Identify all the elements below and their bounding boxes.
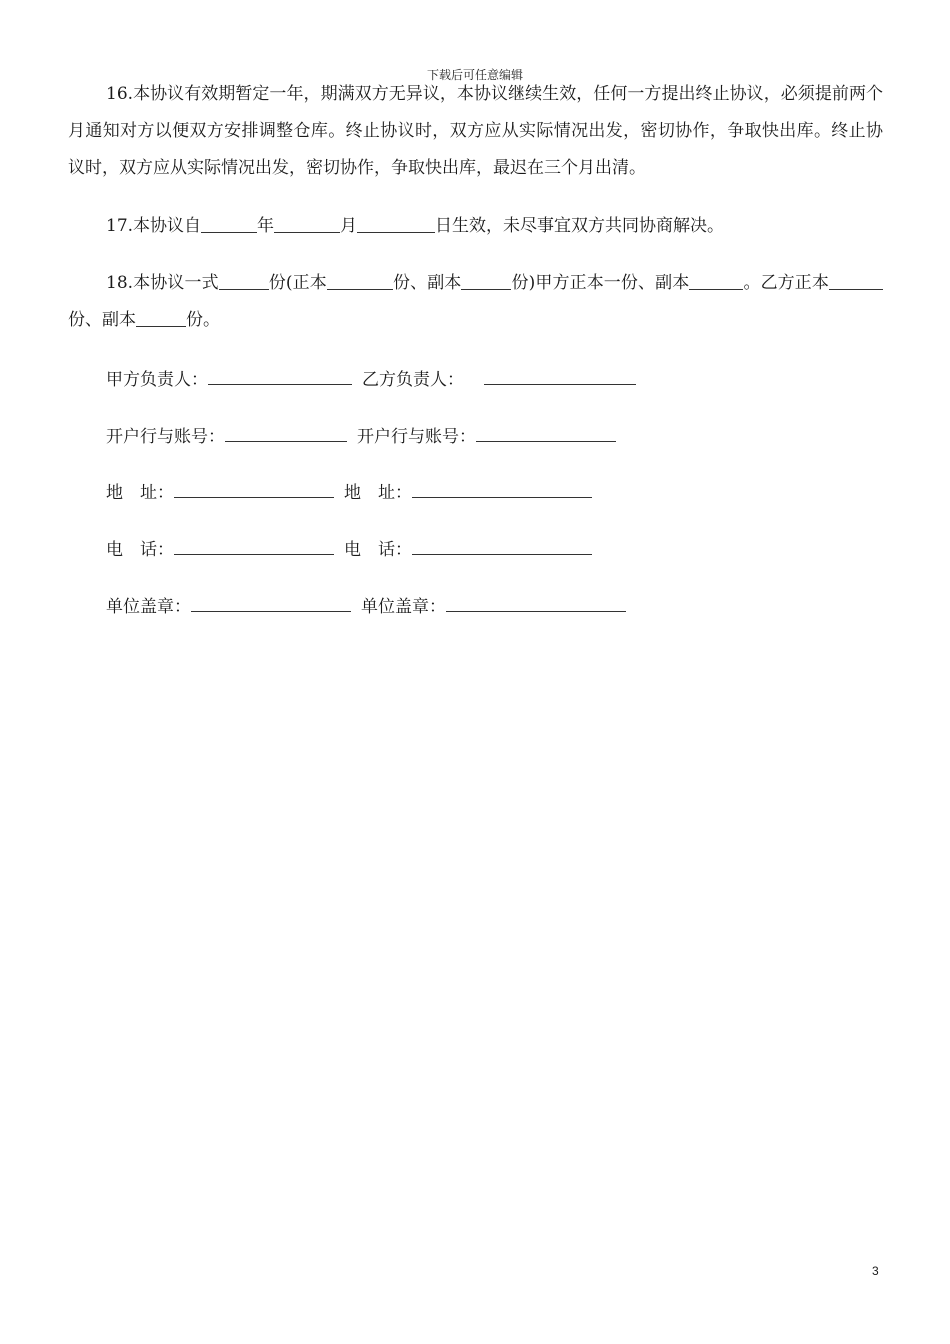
clause-17-text-1: 17.本协议自 [106, 216, 202, 236]
header-note: 下载后可任意编辑 [426, 68, 523, 82]
party-a-responsible-field[interactable] [208, 364, 352, 385]
party-b-address-label: 地 址： [344, 483, 412, 503]
clause-18-text-2: 份(正本 [268, 273, 327, 293]
clause-18-text-3: 份、副本 [392, 273, 462, 293]
clause-17-text-3: 月 [340, 216, 358, 236]
signature-row-seal [106, 591, 626, 619]
party-a-seal-field[interactable] [191, 591, 351, 612]
clause-17-text-2: 年 [257, 216, 275, 236]
party-a-bank-label: 开户行与账号： [106, 427, 225, 447]
clause-16: 16.本协议有效期暂定一年，期满双方无异议，本协议继续生效，任何一方提出终止协议，必须提前两个月通知对方以便双方安排调整仓库。终止协议时，双方应从实际情况出发，密切协作，争取快出库。终止协议时，双方应从实际情况出发，密切协作，争取快出库，最迟在三个月出清。 [68, 84, 883, 178]
party-a-seal-label: 单位盖章： [106, 597, 191, 617]
clause-17 [68, 208, 883, 245]
party-b-bank-label: 开户行与账号： [357, 427, 476, 447]
party-a-duplicates-blank[interactable] [689, 271, 743, 290]
party-a-phone-field[interactable] [174, 534, 334, 555]
originals-blank[interactable] [327, 271, 393, 290]
day-blank[interactable] [357, 214, 435, 233]
party-a-address-label: 地 址： [106, 483, 174, 503]
party-a-responsible-label: 甲方负责人： [106, 370, 208, 390]
clause-18-text-4: 份)甲方正本一份、副本 [511, 273, 690, 293]
party-b-phone-label: 电 话： [344, 540, 412, 560]
signature-row-address [106, 477, 592, 505]
copies-total-blank[interactable] [219, 271, 269, 290]
clause-18-text-6: 份、副本 [68, 310, 136, 330]
party-b-bank-field[interactable] [476, 421, 616, 442]
party-b-originals-blank[interactable] [829, 271, 883, 290]
clause-18 [68, 265, 883, 339]
page-number: 3 [872, 1264, 879, 1278]
party-b-duplicates-blank[interactable] [136, 308, 186, 327]
clause-18-text-7: 份。 [186, 310, 220, 330]
party-b-address-field[interactable] [412, 477, 592, 498]
clause-17-text-4: 日生效，未尽事宜双方共同协商解决。 [435, 216, 725, 236]
party-b-seal-label: 单位盖章： [361, 597, 446, 617]
party-b-responsible-field[interactable] [484, 364, 636, 385]
signature-row-bank [106, 421, 616, 449]
party-a-bank-field[interactable] [225, 421, 347, 442]
party-b-responsible-label: 乙方负责人： [362, 370, 464, 390]
month-blank[interactable] [274, 214, 340, 233]
party-a-phone-label: 电 话： [106, 540, 174, 560]
clause-18-text-1: 18.本协议一式 [106, 273, 219, 293]
clause-18-text-5: 。乙方正本 [743, 273, 830, 293]
year-blank[interactable] [201, 214, 257, 233]
party-b-phone-field[interactable] [412, 534, 592, 555]
signature-row-responsible [106, 364, 636, 392]
duplicates-blank[interactable] [461, 271, 511, 290]
party-a-address-field[interactable] [174, 477, 334, 498]
signature-row-phone [106, 534, 592, 562]
party-b-seal-field[interactable] [446, 591, 626, 612]
